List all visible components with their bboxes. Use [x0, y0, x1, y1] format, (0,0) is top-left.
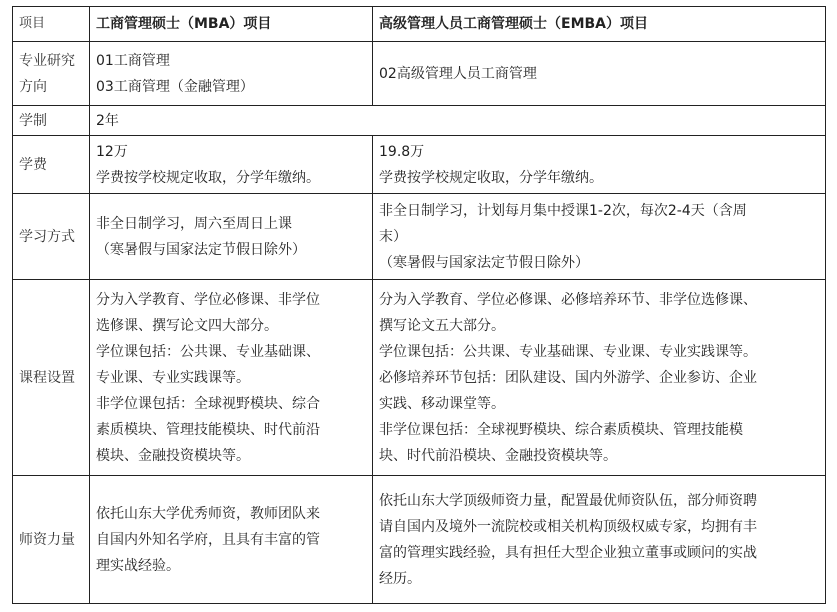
emba-curriculum-line: 分为入学教育、学位必修课、必修培养环节、非学位选修课、	[379, 291, 757, 308]
mba-faculty-line: 理实战经验。	[96, 557, 180, 574]
emba-tuition-amount: 19.8万	[379, 143, 425, 160]
row-duration	[13, 106, 826, 136]
row-study-mode	[13, 194, 826, 280]
mba-faculty	[90, 476, 373, 604]
duration-value: 2年	[90, 106, 826, 136]
emba-study-mode-line: 非全日制学习，计划每月集中授课1-2次，每次2-4天（含周	[379, 202, 747, 219]
emba-curriculum	[373, 280, 826, 476]
mba-faculty-line: 依托山东大学优秀师资，教师团队来	[96, 505, 320, 522]
label-direction-line: 方向	[19, 78, 47, 95]
emba-faculty-line: 请自国内及境外一流院校或相关机构顶级权威专家，均拥有丰	[379, 518, 757, 535]
emba-faculty	[373, 476, 826, 604]
label-tuition: 学费	[13, 136, 90, 194]
mba-study-mode-line: 非全日制学习，周六至周日上课	[96, 215, 292, 232]
row-faculty	[13, 476, 826, 604]
program-comparison-table	[12, 6, 826, 604]
emba-faculty-line: 依托山东大学顶级师资力量，配置最优师资队伍，部分师资聘	[379, 492, 757, 509]
mba-tuition	[90, 136, 373, 194]
label-faculty: 师资力量	[13, 476, 90, 604]
emba-tuition	[373, 136, 826, 194]
emba-study-mode	[373, 194, 826, 280]
emba-curriculum-line: 非学位课包括：全球视野模块、综合素质模块、管理技能模	[379, 421, 743, 438]
mba-curriculum-line: 模块、金融投资模块等。	[96, 447, 250, 464]
emba-study-mode-line: 末）	[379, 228, 407, 245]
label-direction-line: 专业研究	[19, 52, 75, 69]
mba-curriculum-line: 非学位课包括：全球视野模块、综合	[96, 395, 320, 412]
emba-tuition-note: 学费按学校规定收取，分学年缴纳。	[379, 169, 603, 186]
mba-curriculum	[90, 280, 373, 476]
mba-direction-line: 01工商管理	[96, 52, 170, 69]
label-duration: 学制	[13, 106, 90, 136]
emba-curriculum-line: 实践、移动课堂等。	[379, 395, 505, 412]
mba-study-mode	[90, 194, 373, 280]
mba-tuition-note: 学费按学校规定收取，分学年缴纳。	[96, 169, 320, 186]
mba-tuition-amount: 12万	[96, 143, 128, 160]
emba-study-mode-line: （寒暑假与国家法定节假日除外）	[379, 254, 589, 271]
header-emba: 高级管理人员工商管理硕士（EMBA）项目	[373, 7, 826, 42]
mba-study-mode-line: （寒暑假与国家法定节假日除外）	[96, 241, 306, 258]
mba-direction	[90, 42, 373, 106]
mba-curriculum-line: 分为入学教育、学位必修课、非学位	[96, 291, 320, 308]
mba-curriculum-line: 专业课、专业实践课等。	[96, 369, 250, 386]
label-study-mode: 学习方式	[13, 194, 90, 280]
label-direction	[13, 42, 90, 106]
header-item: 项目	[13, 7, 90, 42]
table-header-row	[13, 7, 826, 42]
emba-curriculum-line: 学位课包括：公共课、专业基础课、专业课、专业实践课等。	[379, 343, 757, 360]
row-tuition	[13, 136, 826, 194]
label-curriculum: 课程设置	[13, 280, 90, 476]
emba-direction	[373, 42, 826, 106]
emba-faculty-line: 富的管理实践经验，具有担任大型企业独立董事或顾问的实战	[379, 544, 757, 561]
mba-curriculum-line: 学位课包括：公共课、专业基础课、	[96, 343, 320, 360]
emba-direction-line: 02高级管理人员工商管理	[379, 65, 537, 82]
mba-faculty-line: 自国内外知名学府，且具有丰富的管	[96, 531, 320, 548]
emba-faculty-line: 经历。	[379, 570, 421, 587]
header-mba: 工商管理硕士（MBA）项目	[90, 7, 373, 42]
emba-curriculum-line: 撰写论文五大部分。	[379, 317, 505, 334]
row-direction	[13, 42, 826, 106]
emba-curriculum-line: 块、时代前沿模块、金融投资模块等。	[379, 447, 617, 464]
mba-curriculum-line: 素质模块、管理技能模块、时代前沿	[96, 421, 320, 438]
mba-curriculum-line: 选修课、撰写论文四大部分。	[96, 317, 278, 334]
row-curriculum	[13, 280, 826, 476]
emba-curriculum-line: 必修培养环节包括：团队建设、国内外游学、企业参访、企业	[379, 369, 757, 386]
mba-direction-line: 03工商管理（金融管理）	[96, 78, 254, 95]
